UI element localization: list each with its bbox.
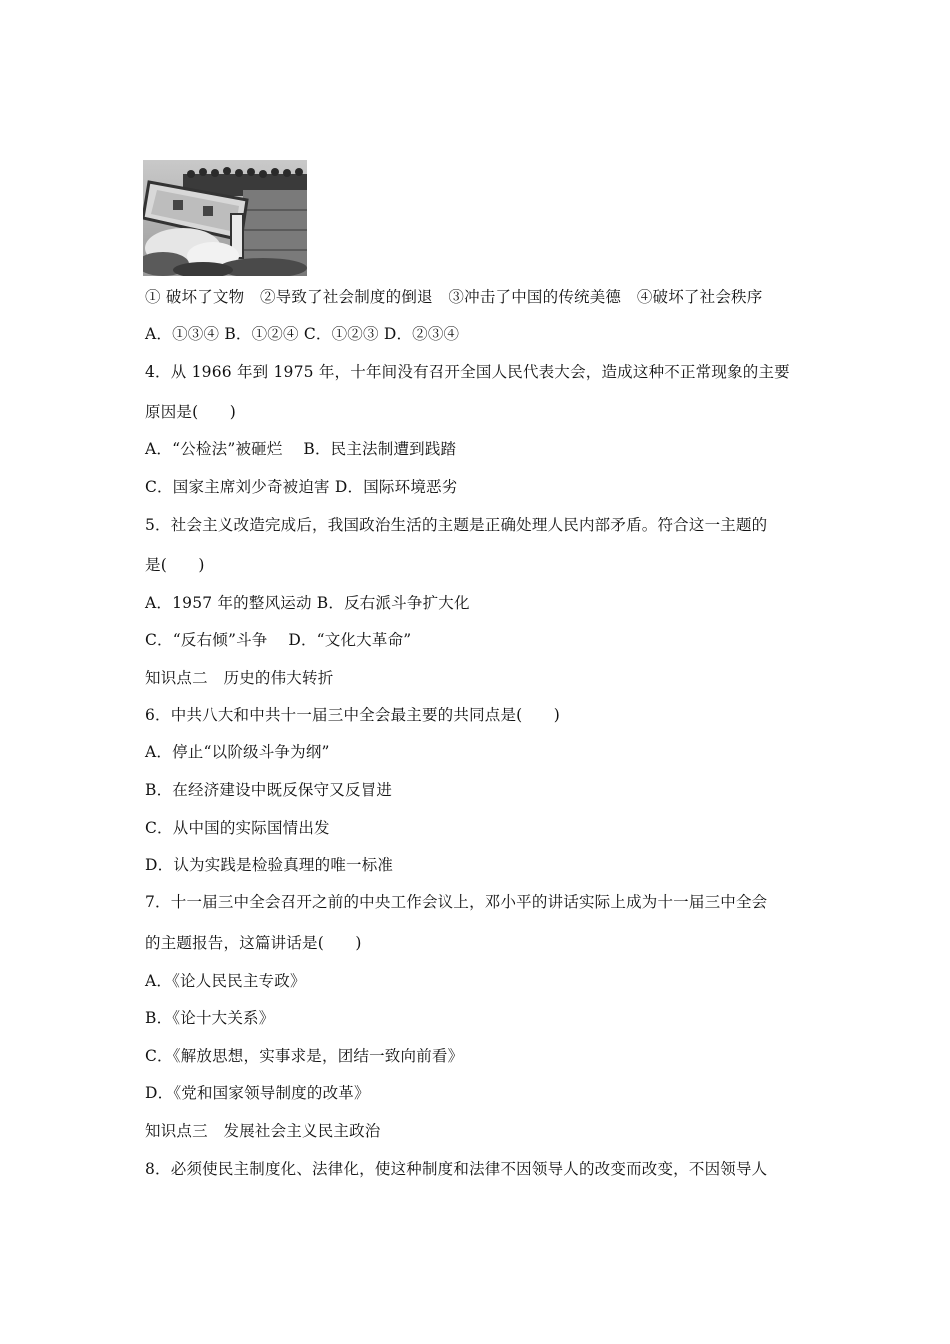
q6-stem: 6．中共八大和中共十一届三中全会最主要的共同点是( ) [145,706,561,724]
q6-option-d: D．认为实践是检验真理的唯一标准 [145,856,394,874]
q3-options: A．①③④ B．①②④ C．①②③ D．②③④ [145,325,460,343]
q7-option-a: A．《论人民民主专政》 [145,972,306,990]
q4-stem-line1: 4．从 1966 年到 1975 年，十年间没有召开全国人民代表大会，造成这种不正常现象的主要 [145,363,790,381]
q6-option-b: B．在经济建设中既反保守又反冒进 [145,781,393,799]
q5-options-line2: C．“反右倾”斗争 D．“文化大革命” [145,631,412,649]
q7-stem-line1: 7．十一届三中全会召开之前的中央工作会议上，邓小平的讲话实际上成为十一届三中全会 [145,893,768,911]
q7-option-d: D．《党和国家领导制度的改革》 [145,1084,370,1102]
q5-stem-line1: 5．社会主义改造完成后，我国政治生活的主题是正确处理人民内部矛盾。符合这一主题的 [145,516,768,534]
q5-options-line1: A．1957 年的整风运动 B．反右派斗争扩大化 [145,594,470,612]
q7-option-b: B．《论十大关系》 [145,1009,275,1027]
q7-option-c: C．《解放思想，实事求是，团结一致向前看》 [145,1047,464,1065]
q4-options-line1: A．“公检法”被砸烂 B．民主法制遭到践踏 [145,440,457,458]
q6-option-a: A．停止“以阶级斗争为纲” [145,743,330,761]
q7-stem-line2: 的主题报告，这篇讲话是( ) [145,934,362,952]
q4-options-line2: C．国家主席刘少奇被迫害 D．国际环境恶劣 [145,478,458,496]
q5-stem-line2: 是( ) [145,556,205,574]
historical-photo-icon [143,160,307,276]
q3-statements: ① 破坏了文物 ②导致了社会制度的倒退 ③冲击了中国的传统美德 ④破坏了社会秩序 [145,288,763,306]
q6-option-c: C．从中国的实际国情出发 [145,819,330,837]
q4-stem-line2: 原因是( ) [145,403,236,421]
section-title-3: 知识点三 发展社会主义民主政治 [145,1122,381,1140]
section-title-2: 知识点二 历史的伟大转折 [145,669,334,687]
q8-stem-line1: 8．必须使民主制度化、法律化，使这种制度和法律不因领导人的改变而改变，不因领导人 [145,1160,768,1178]
